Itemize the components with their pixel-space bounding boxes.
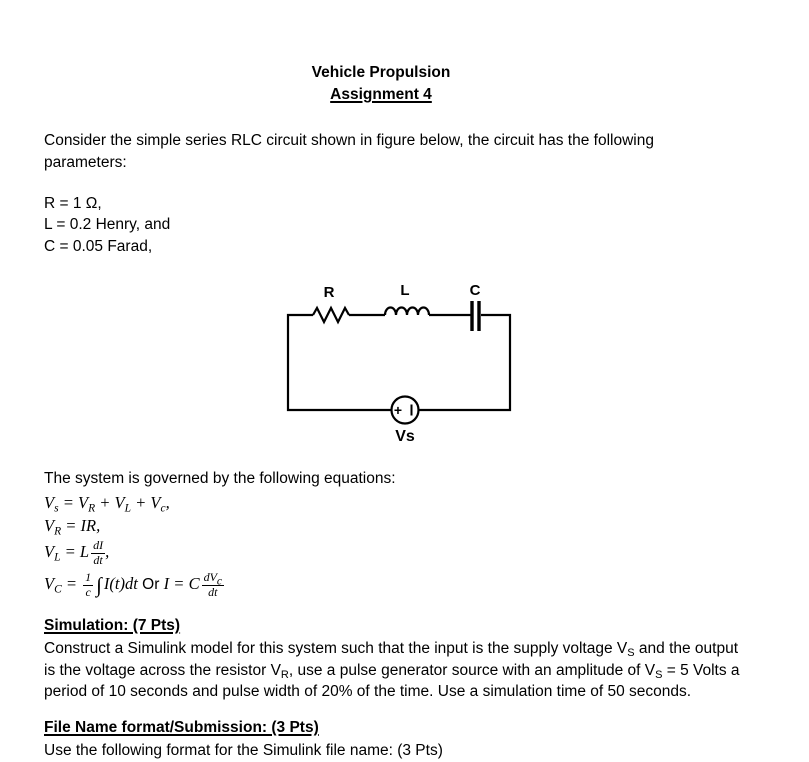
document-title-block <box>0 62 762 106</box>
resistor-label: R <box>323 284 335 301</box>
equation-capacitor: $V_C$ = $\frac{1}{c}$ ∫ I(t)dt Or I = C $\frac{dV_c}{dt}$ <box>44 570 223 599</box>
document-subtitle: Assignment 4 <box>330 86 432 103</box>
circuit-wire-loop <box>288 315 510 410</box>
capacitor-label: C <box>469 282 481 299</box>
submission-heading: File Name format/Submission: (3 Pts) <box>44 719 319 736</box>
parameter-inductance: L = 0.2 Henry, and <box>44 216 171 234</box>
intro-line-2: parameters: <box>44 153 127 171</box>
fraction-di-dt: $\frac{dI}{dt}$ <box>93 538 104 567</box>
parameter-resistance: R = 1 Ω, <box>44 195 102 212</box>
submission-section <box>44 717 443 762</box>
voltage-source-plus-sign: + <box>393 402 403 418</box>
inductor-symbol <box>385 308 429 316</box>
equations-intro: The system is governed by the following equations: <box>44 470 396 487</box>
parameter-capacitance: C = 0.05 Farad, <box>44 237 153 255</box>
rlc-circuit-diagram <box>272 268 536 450</box>
simulation-section <box>44 615 740 702</box>
intro-paragraph <box>44 130 654 173</box>
intro-line-1: Consider the simple series RLC circuit shown in figure below, the circuit has the following <box>44 132 654 149</box>
resistor-symbol <box>313 308 349 322</box>
equation-resistor: $V_R$ = IR, <box>44 516 101 538</box>
equation-inductor: $V_L = L$ $\frac{dI}{dt}$ , <box>44 538 110 567</box>
simulation-line-2: is the voltage across the resistor $V_R$, use a pulse generator source with an amplitude of $V_S = 5$ Volts a <box>44 661 740 681</box>
equations-section <box>44 468 396 600</box>
inductor-label: L <box>400 282 410 299</box>
simulation-line-1: Construct a Simulink model for this system such that the input is the supply voltage $V_S$ and the output <box>44 640 739 660</box>
parameter-list <box>44 193 170 257</box>
fraction-dvc-dt: $\frac{dV_c}{dt}$ <box>203 570 223 599</box>
integral-sign: ∫ <box>96 573 102 598</box>
simulation-heading: Simulation: (7 Pts) <box>44 617 181 634</box>
or-connector: Or <box>137 576 164 594</box>
document-title: Vehicle Propulsion <box>311 64 451 81</box>
capacitor-symbol <box>472 301 479 331</box>
equation-kvl: $V_s = V_R + V_L + V_c$, <box>44 493 170 515</box>
submission-paragraph <box>44 740 443 761</box>
simulation-paragraph <box>44 638 740 702</box>
submission-line-1: Use the following format for the Simulink file name: (3 Pts) <box>44 742 443 760</box>
fraction-1-c: $\frac{1}{c}$ <box>85 570 92 599</box>
voltage-source-label: Vs <box>395 428 415 445</box>
simulation-line-3: period of 10 seconds and pulse width of 20% of the time. Use a simulation time of 50 seconds. <box>44 682 692 700</box>
circuit-figure <box>272 268 536 450</box>
